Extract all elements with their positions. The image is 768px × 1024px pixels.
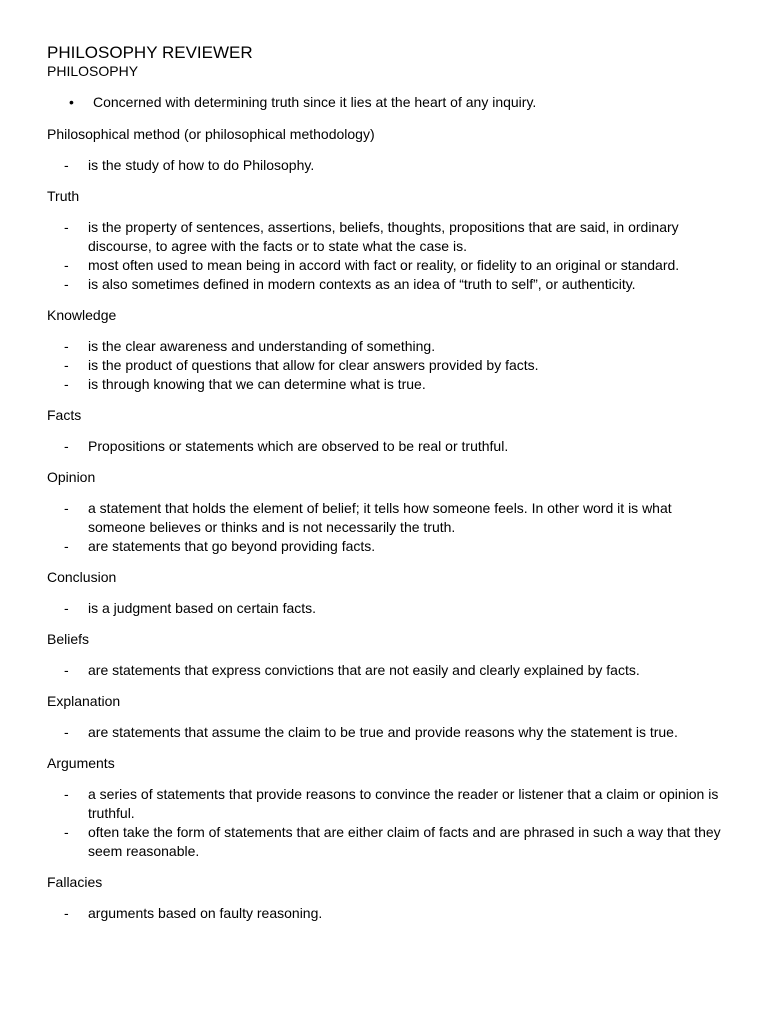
definition-list	[47, 661, 727, 680]
definition-text: a statement that holds the element of belief; it tells how someone feels. In other word it is what someone believes or thinks and is not necessarily the truth.	[88, 500, 672, 535]
definition-text: are statements that express convictions that are not easily and clearly explained by facts.	[88, 662, 640, 678]
dash-marker: -	[64, 905, 69, 921]
definition-item	[47, 256, 727, 275]
definition-item	[47, 723, 727, 742]
definition-section	[47, 406, 727, 456]
dash-marker: -	[64, 538, 69, 554]
definition-section	[47, 754, 727, 861]
dash-marker: -	[64, 276, 69, 292]
definitions-container	[47, 125, 727, 923]
definition-section	[47, 468, 727, 556]
section-heading: Facts	[47, 407, 82, 423]
definition-list	[47, 437, 727, 456]
definition-item	[47, 275, 727, 294]
definition-item	[47, 499, 727, 537]
definition-section	[47, 306, 727, 394]
definition-section	[47, 873, 727, 923]
dash-marker: -	[64, 219, 69, 235]
dash-marker: -	[64, 786, 69, 802]
section-heading: Philosophical method (or philosophical methodology)	[47, 126, 375, 142]
intro-bullet-text: Concerned with determining truth since it lies at the heart of any inquiry.	[93, 94, 537, 110]
definition-item	[47, 904, 727, 923]
definition-item	[47, 785, 727, 823]
dash-marker: -	[64, 824, 69, 840]
definition-item	[47, 337, 727, 356]
definition-item	[47, 356, 727, 375]
bullet-marker: •	[69, 94, 74, 110]
definition-text: are statements that go beyond providing facts.	[88, 538, 376, 554]
definition-item	[47, 537, 727, 556]
definition-list	[47, 599, 727, 618]
definition-item	[47, 661, 727, 680]
definition-text: is through knowing that we can determine what is true.	[88, 376, 426, 392]
definition-text: is the clear awareness and understanding of something.	[88, 338, 436, 354]
definition-text: are statements that assume the claim to be true and provide reasons why the statement is true.	[88, 724, 678, 740]
section-heading: Conclusion	[47, 569, 117, 585]
definition-text: often take the form of statements that are either claim of facts and are phrased in such a way that they seem reasonable.	[88, 824, 721, 859]
definition-list	[47, 499, 727, 556]
definition-text: is a judgment based on certain facts.	[88, 600, 317, 616]
definition-section	[47, 187, 727, 294]
definition-item	[47, 599, 727, 618]
definition-text: most often used to mean being in accord with fact or reality, or fidelity to an original or standard.	[88, 257, 680, 273]
definition-list	[47, 156, 727, 175]
definition-list	[47, 723, 727, 742]
definition-text: is also sometimes defined in modern contexts as an idea of “truth to self”, or authenticity.	[88, 276, 636, 292]
definition-item	[47, 156, 727, 175]
definition-item	[47, 218, 727, 256]
dash-marker: -	[64, 438, 69, 454]
definition-text: arguments based on faulty reasoning.	[88, 905, 323, 921]
definition-item	[47, 375, 727, 394]
definition-list	[47, 785, 727, 861]
definition-section	[47, 568, 727, 618]
dash-marker: -	[64, 157, 69, 173]
definition-text: is the property of sentences, assertions, beliefs, thoughts, propositions that are said, in ordinary discourse, to agree with the facts or to state what the case is.	[88, 219, 679, 254]
definition-section	[47, 630, 727, 680]
dash-marker: -	[64, 357, 69, 373]
definition-list	[47, 218, 727, 294]
section-heading: Truth	[47, 188, 80, 204]
definition-item	[47, 437, 727, 456]
dash-marker: -	[64, 257, 69, 273]
definition-section	[47, 692, 727, 742]
dash-marker: -	[64, 338, 69, 354]
dash-marker: -	[64, 724, 69, 740]
section-heading: Explanation	[47, 693, 121, 709]
intro-bullet-item	[47, 93, 727, 112]
definition-list	[47, 337, 727, 394]
definition-section	[47, 125, 727, 175]
document-subtitle: PHILOSOPHY	[47, 63, 139, 79]
definition-text: Propositions or statements which are observed to be real or truthful.	[88, 438, 509, 454]
dash-marker: -	[64, 376, 69, 392]
section-heading: Fallacies	[47, 874, 103, 890]
section-heading: Beliefs	[47, 631, 90, 647]
document-page	[47, 43, 727, 935]
intro-bullet-list	[47, 93, 727, 112]
section-heading: Opinion	[47, 469, 96, 485]
dash-marker: -	[64, 500, 69, 516]
definition-text: is the product of questions that allow for clear answers provided by facts.	[88, 357, 539, 373]
definition-item	[47, 823, 727, 861]
document-title: PHILOSOPHY REVIEWER	[47, 43, 253, 62]
definition-text: is the study of how to do Philosophy.	[88, 157, 315, 173]
dash-marker: -	[64, 600, 69, 616]
definition-text: a series of statements that provide reasons to convince the reader or listener that a claim or opinion is truthful.	[88, 786, 719, 821]
definition-list	[47, 904, 727, 923]
section-heading: Knowledge	[47, 307, 117, 323]
dash-marker: -	[64, 662, 69, 678]
section-heading: Arguments	[47, 755, 115, 771]
